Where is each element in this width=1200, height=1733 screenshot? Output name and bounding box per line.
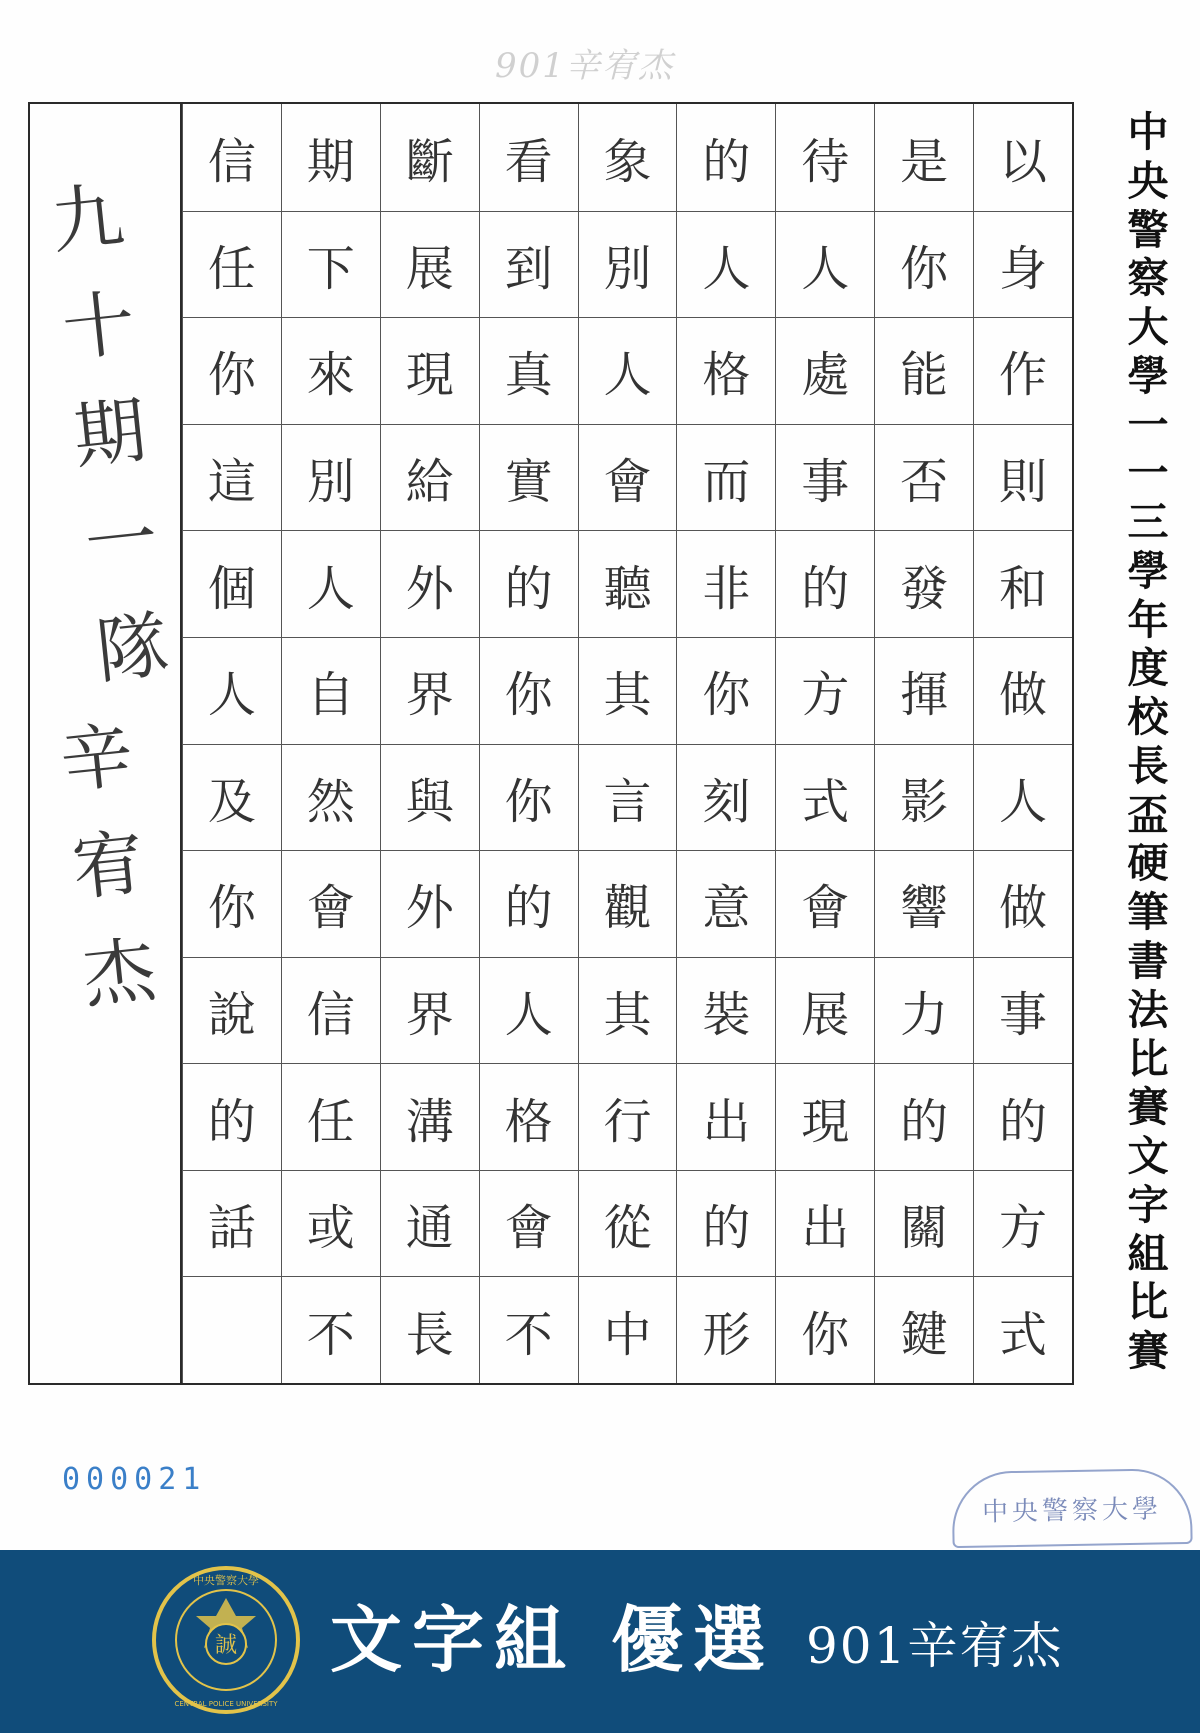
grid-cell: 揮: [875, 637, 973, 744]
name-char: 宥: [67, 819, 149, 911]
title-char: 一: [1127, 400, 1169, 449]
grid-cell: 其: [579, 637, 677, 744]
title-char: 央: [1127, 156, 1169, 205]
grid-cell: 話: [183, 1170, 281, 1277]
grid-cell: 你: [183, 850, 281, 957]
title-char: 度: [1127, 644, 1169, 693]
title-char: 文: [1127, 1132, 1169, 1181]
grid-cell: 自: [282, 637, 380, 744]
grid-cell: 不: [282, 1276, 380, 1383]
grid-cell: 會: [282, 850, 380, 957]
grid-cell: 別: [282, 424, 380, 531]
grid-cell: 出: [677, 1063, 775, 1170]
grid-cell: 到: [480, 211, 578, 318]
grid-cell: 通: [381, 1170, 479, 1277]
grid-cell: 事: [974, 957, 1072, 1064]
grid-cell: 或: [282, 1170, 380, 1277]
grid-cell: 現: [381, 317, 479, 424]
grid-cell: 中: [579, 1276, 677, 1383]
grid-cell: 別: [579, 211, 677, 318]
pencil-note: 901辛宥杰: [495, 46, 674, 86]
grid-cell: 的: [183, 1063, 281, 1170]
grid-column: [578, 104, 677, 1383]
grid-cell: 以: [999, 133, 1048, 190]
grid-cell: 人: [183, 637, 281, 744]
grid-cell: 你: [776, 1276, 874, 1383]
grid-cell: [183, 1276, 281, 1383]
title-char: 警: [1127, 205, 1169, 254]
grid-cell: 不: [480, 1276, 578, 1383]
grid-cell: 觀: [579, 850, 677, 957]
grid-cell: 出: [776, 1170, 874, 1277]
grid-cell: 來: [282, 317, 380, 424]
grid-cell: 做: [974, 850, 1072, 957]
grid-cell: 做: [974, 637, 1072, 744]
grid-cell: 處: [776, 317, 874, 424]
grid-cell: 你: [677, 637, 775, 744]
grid-column: [973, 104, 1072, 1383]
title-char: 筆: [1127, 888, 1169, 937]
title-char: 法: [1127, 985, 1169, 1034]
grid-cell: 和: [974, 530, 1072, 637]
grid-cell: 方: [776, 637, 874, 744]
grid-cell: 關: [875, 1170, 973, 1277]
grid-cell: 界: [381, 637, 479, 744]
character-grid: [182, 104, 1072, 1383]
grid-cell: 看: [504, 133, 553, 190]
grid-cell: 作: [974, 317, 1072, 424]
title-char: 學: [1127, 546, 1169, 595]
grid-cell: 人: [677, 211, 775, 318]
title-char: 長: [1127, 741, 1169, 790]
award-banner: [0, 1550, 1200, 1733]
grid-cell: 人: [974, 744, 1072, 851]
grid-cell: 斷: [405, 133, 454, 190]
grid-cell: 身: [974, 211, 1072, 318]
title-char: 盃: [1127, 790, 1169, 839]
grid-cell: 影: [875, 744, 973, 851]
grid-cell: 的: [974, 1063, 1072, 1170]
grid-cell: 及: [183, 744, 281, 851]
title-char: 三: [1127, 498, 1169, 547]
grid-column: [380, 104, 479, 1383]
grid-cell: 從: [579, 1170, 677, 1277]
grid-cell: 的: [480, 530, 578, 637]
grid-cell: 能: [875, 317, 973, 424]
grid-cell: 其: [579, 957, 677, 1064]
grid-cell: 任: [183, 211, 281, 318]
grid-column: [775, 104, 874, 1383]
title-char: 賽: [1127, 1327, 1169, 1376]
grid-cell: 人: [480, 957, 578, 1064]
grid-cell: 的: [480, 850, 578, 957]
grid-cell: 意: [677, 850, 775, 957]
grid-cell: 則: [974, 424, 1072, 531]
name-char: 杰: [79, 927, 160, 1019]
title-char: 字: [1127, 1180, 1169, 1229]
name-char: 九: [47, 173, 128, 265]
name-char: 期: [69, 387, 151, 479]
title-char: 一: [1127, 449, 1169, 498]
grid-cell: 這: [183, 424, 281, 531]
grid-cell: 會: [776, 850, 874, 957]
title-char: 組: [1127, 1229, 1169, 1278]
grid-cell: 否: [875, 424, 973, 531]
grid-cell: 說: [183, 957, 281, 1064]
grid-cell: 裝: [677, 957, 775, 1064]
grid-cell: 你: [875, 211, 973, 318]
title-char: 年: [1127, 595, 1169, 644]
title-char: 中: [1127, 108, 1169, 156]
grid-cell: 格: [480, 1063, 578, 1170]
grid-cell: 展: [381, 211, 479, 318]
grid-cell: 式: [974, 1276, 1072, 1383]
title-char: 校: [1127, 693, 1169, 742]
grid-column: [281, 104, 380, 1383]
grid-cell: 你: [183, 317, 281, 424]
award-title: 文字組 優選: [330, 1597, 776, 1682]
grid-cell: 然: [282, 744, 380, 851]
grid-cell: 信: [207, 133, 256, 190]
grid-cell: 人: [776, 211, 874, 318]
title-char: 比: [1127, 1278, 1169, 1327]
grid-cell: 人: [579, 317, 677, 424]
title-char: 大: [1127, 303, 1169, 352]
grid-cell: 界: [381, 957, 479, 1064]
grid-cell: 的: [875, 1063, 973, 1170]
grid-cell: 長: [381, 1276, 479, 1383]
name-char: 一: [81, 495, 162, 587]
emblem-top-text: 中央警察大學: [193, 1574, 259, 1587]
grid-cell: 行: [579, 1063, 677, 1170]
grid-cell: 溝: [381, 1063, 479, 1170]
grid-cell: 實: [480, 424, 578, 531]
name-panel: [30, 104, 182, 1383]
name-char: 十: [58, 280, 139, 372]
name-line-person: [55, 702, 160, 1030]
grid-cell: 你: [480, 637, 578, 744]
name-char: 隊: [92, 602, 173, 694]
grid-cell: 會: [480, 1170, 578, 1277]
title-char: 書: [1127, 937, 1169, 986]
grid-cell: 形: [677, 1276, 775, 1383]
title-char: 察: [1127, 254, 1169, 303]
serial-number: 000021: [62, 1462, 207, 1497]
grid-cell: 人: [282, 530, 380, 637]
grid-cell: 發: [875, 530, 973, 637]
grid-cell: 的: [776, 530, 874, 637]
grid-cell: 格: [677, 317, 775, 424]
grid-cell: 的: [677, 1170, 775, 1277]
title-char: 學: [1127, 351, 1169, 400]
grid-cell: 信: [282, 957, 380, 1064]
grid-cell: 方: [974, 1170, 1072, 1277]
name-line-class: [46, 162, 173, 705]
grid-cell: 現: [776, 1063, 874, 1170]
grid-cell: 的: [702, 133, 751, 190]
grid-cell: 式: [776, 744, 874, 851]
grid-cell: 給: [381, 424, 479, 531]
name-char: 辛: [56, 712, 137, 804]
title-char: 比: [1127, 1034, 1169, 1083]
university-stamp: 中央警察大學: [951, 1468, 1192, 1548]
grid-cell: 言: [579, 744, 677, 851]
grid-cell: 非: [677, 530, 775, 637]
grid-cell: 外: [381, 530, 479, 637]
grid-cell: 鍵: [875, 1276, 973, 1383]
grid-column: [676, 104, 775, 1383]
author-name: 901辛宥杰: [806, 1617, 1064, 1675]
grid-column: [182, 104, 281, 1383]
grid-cell: 事: [776, 424, 874, 531]
grid-cell: 外: [381, 850, 479, 957]
grid-cell: 而: [677, 424, 775, 531]
grid-column: [874, 104, 973, 1383]
grid-cell: 你: [480, 744, 578, 851]
grid-cell: 待: [801, 133, 850, 190]
emblem-center-char: 誠: [214, 1633, 238, 1658]
grid-cell: 任: [282, 1063, 380, 1170]
grid-cell: 會: [579, 424, 677, 531]
grid-column: [479, 104, 578, 1383]
grid-cell: 是: [900, 133, 949, 190]
title-char: 硬: [1127, 839, 1169, 888]
grid-cell: 與: [381, 744, 479, 851]
grid-cell: 期: [306, 133, 355, 190]
contest-title: [1118, 108, 1178, 1376]
grid-cell: 下: [282, 211, 380, 318]
grid-cell: 個: [183, 530, 281, 637]
grid-cell: 聽: [579, 530, 677, 637]
grid-cell: 力: [875, 957, 973, 1064]
grid-cell: 象: [603, 133, 652, 190]
emblem-bottom-text: CENTRAL POLICE UNIVERSITY: [174, 1700, 278, 1708]
university-emblem-icon: [150, 1564, 302, 1716]
grid-cell: 展: [776, 957, 874, 1064]
grid-cell: 響: [875, 850, 973, 957]
grid-cell: 刻: [677, 744, 775, 851]
grid-cell: 真: [480, 317, 578, 424]
title-char: 賽: [1127, 1083, 1169, 1132]
